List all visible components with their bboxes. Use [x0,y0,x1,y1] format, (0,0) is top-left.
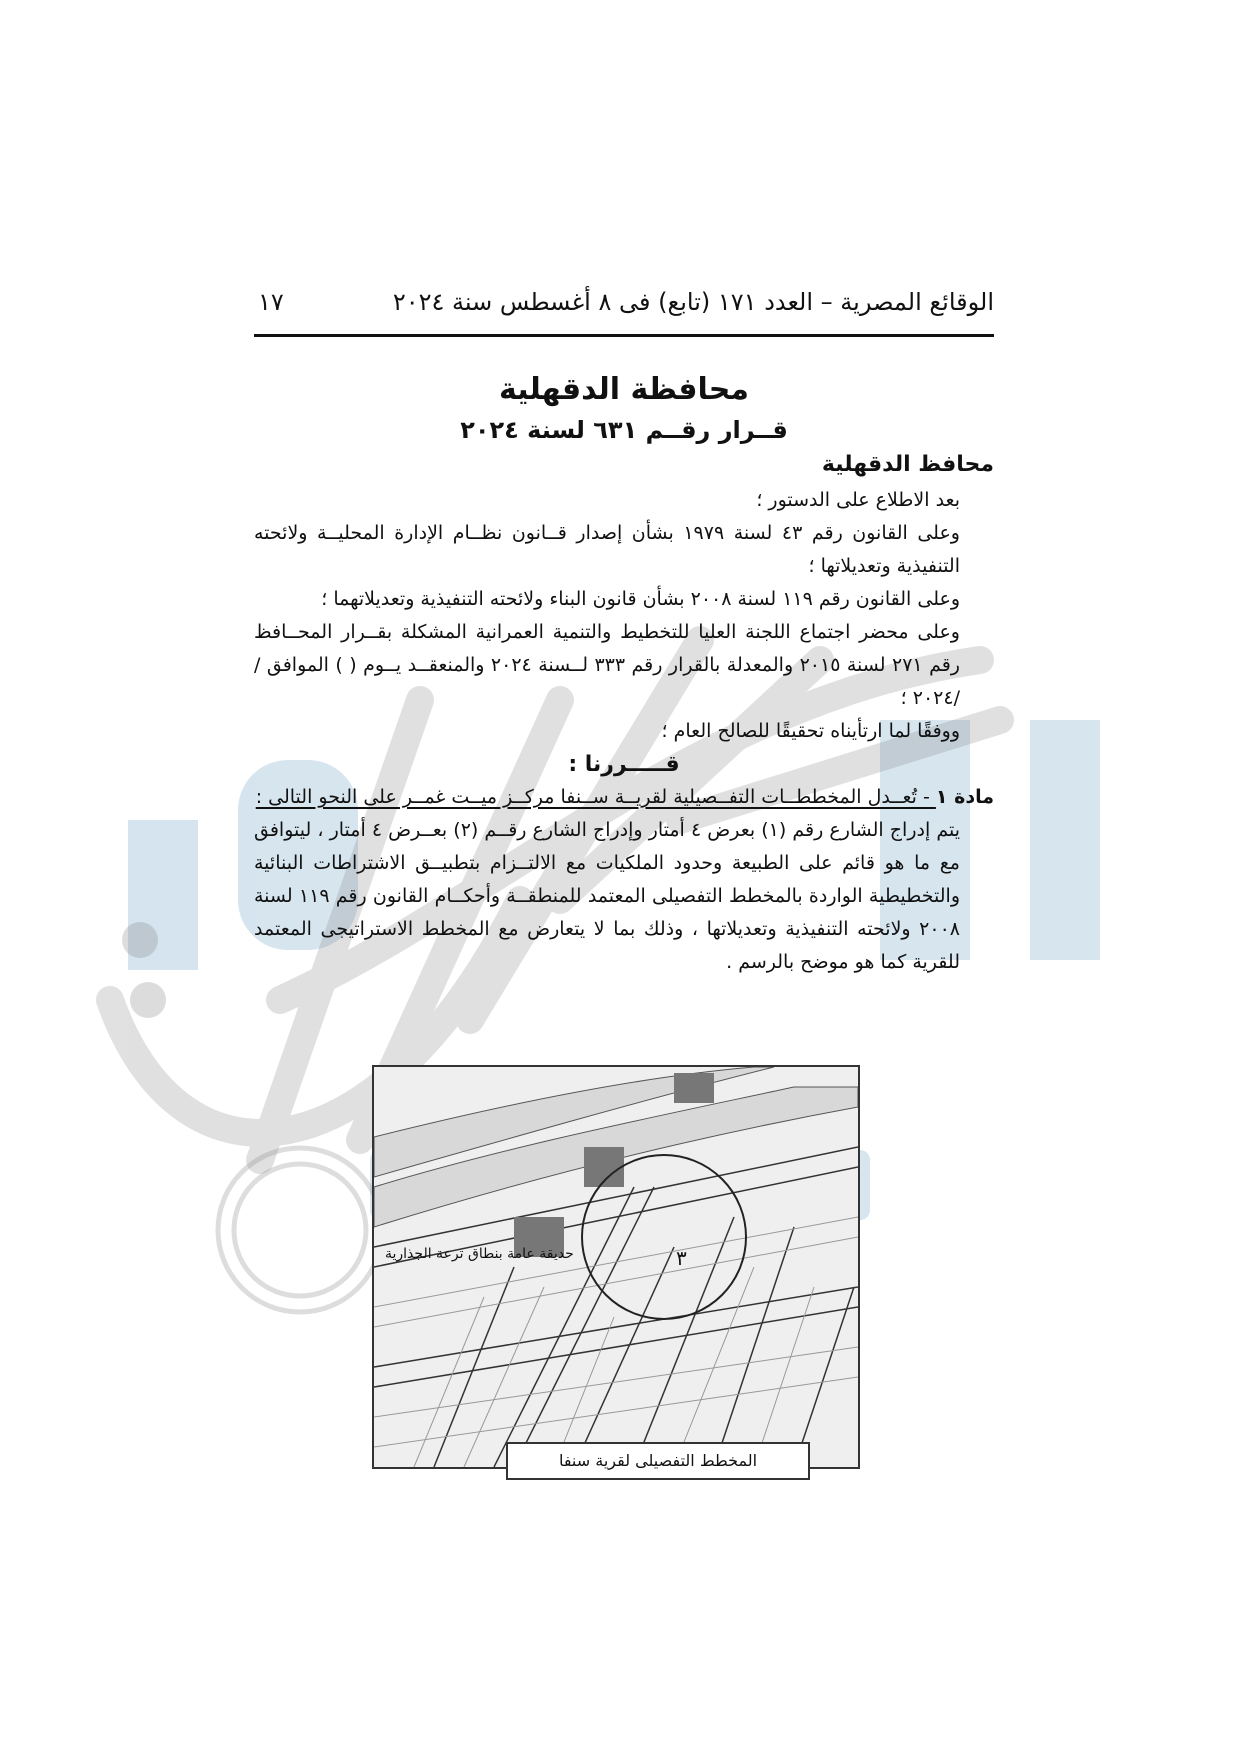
header-divider [254,334,994,337]
map-caption: المخطط التفصيلى لقرية سنفا [506,1442,810,1480]
article-1-label: مادة ١ [935,786,994,808]
preamble-line: وعلى محضر اجتماع اللجنة العليا للتخطيط والتنمية العمرانية المشكلة بقــرار المحــافظ رقم ٢٧١ لسنة ٢٠١٥ والمعدلة بالقرار رقم ٣٣٣ لــسنة ٢٠٢٤ والمنعقــد يــوم ( ) الموافق / /٢٠٢٤ ؛ [254,621,960,709]
decree-body [254,484,994,979]
article-1-text: يتم إدراج الشارع رقم (١) بعرض ٤ أمتار وإدراج الشارع رقــم (٢) بعــرض ٤ أمتار ، ليتوافق مع ما هو قائم على الطبيعة وحدود الملكيات مع الالتــزام بتطبيــق الاشتراطات البنائية والتخطيطية الواردة بالمخطط التفصيلى المعتمد للمنطقــة وأحكــام القانون رقم ١١٩ لسنة ٢٠٠٨ ولائحته التنفيذية وتعديلاتها ، وذلك بما لا يتعارض مع المخطط الاستراتيجى المعتمد للقرية كما هو موضح بالرسم . [254,819,960,973]
detailed-plan-map [372,1065,860,1469]
plan-drawing [374,1067,858,1467]
gazette-header-title: الوقائع المصرية – العدد ١٧١ (تابع) فى ٨ أغسطس سنة ٢٠٢٤ [392,288,994,316]
preamble-line: وعلى القانون رقم ١١٩ لسنة ٢٠٠٨ بشأن قانون البناء ولائحته التنفيذية وتعديلاتهما ؛ [321,588,960,610]
article-1-heading [254,781,994,814]
resolved-heading: قـــــررنا : [568,752,680,777]
article-1-heading-text: - تُعــدل المخططــات التفــصيلية لقريــة ســنفا مركــز ميــت غمــر على النحو التالى : [255,786,936,808]
decree-title: قــرار رقــم ٦٣١ لسنة ٢٠٢٤ [460,416,788,444]
map-circle-number: ٣ [676,1246,687,1270]
page-number: ١٧ [258,288,284,316]
governorate-title: محافظة الدقهلية [499,372,749,407]
map-park-label: حديقة عامة بنطاق ترعة الجذارية [385,1246,574,1262]
gazette-header [254,284,994,334]
preamble-line: ووفقًا لما ارتأيناه تحقيقًا للصالح العام ؛ [661,720,960,742]
issuer-heading: محافظ الدقهلية [821,452,994,477]
preamble-line: وعلى القانون رقم ٤٣ لسنة ١٩٧٩ بشأن إصدار قــانون نظــام الإدارة المحليــة ولائحته التنفيذية وتعديلاتها ؛ [254,522,960,577]
preamble-line: بعد الاطلاع على الدستور ؛ [756,489,960,511]
